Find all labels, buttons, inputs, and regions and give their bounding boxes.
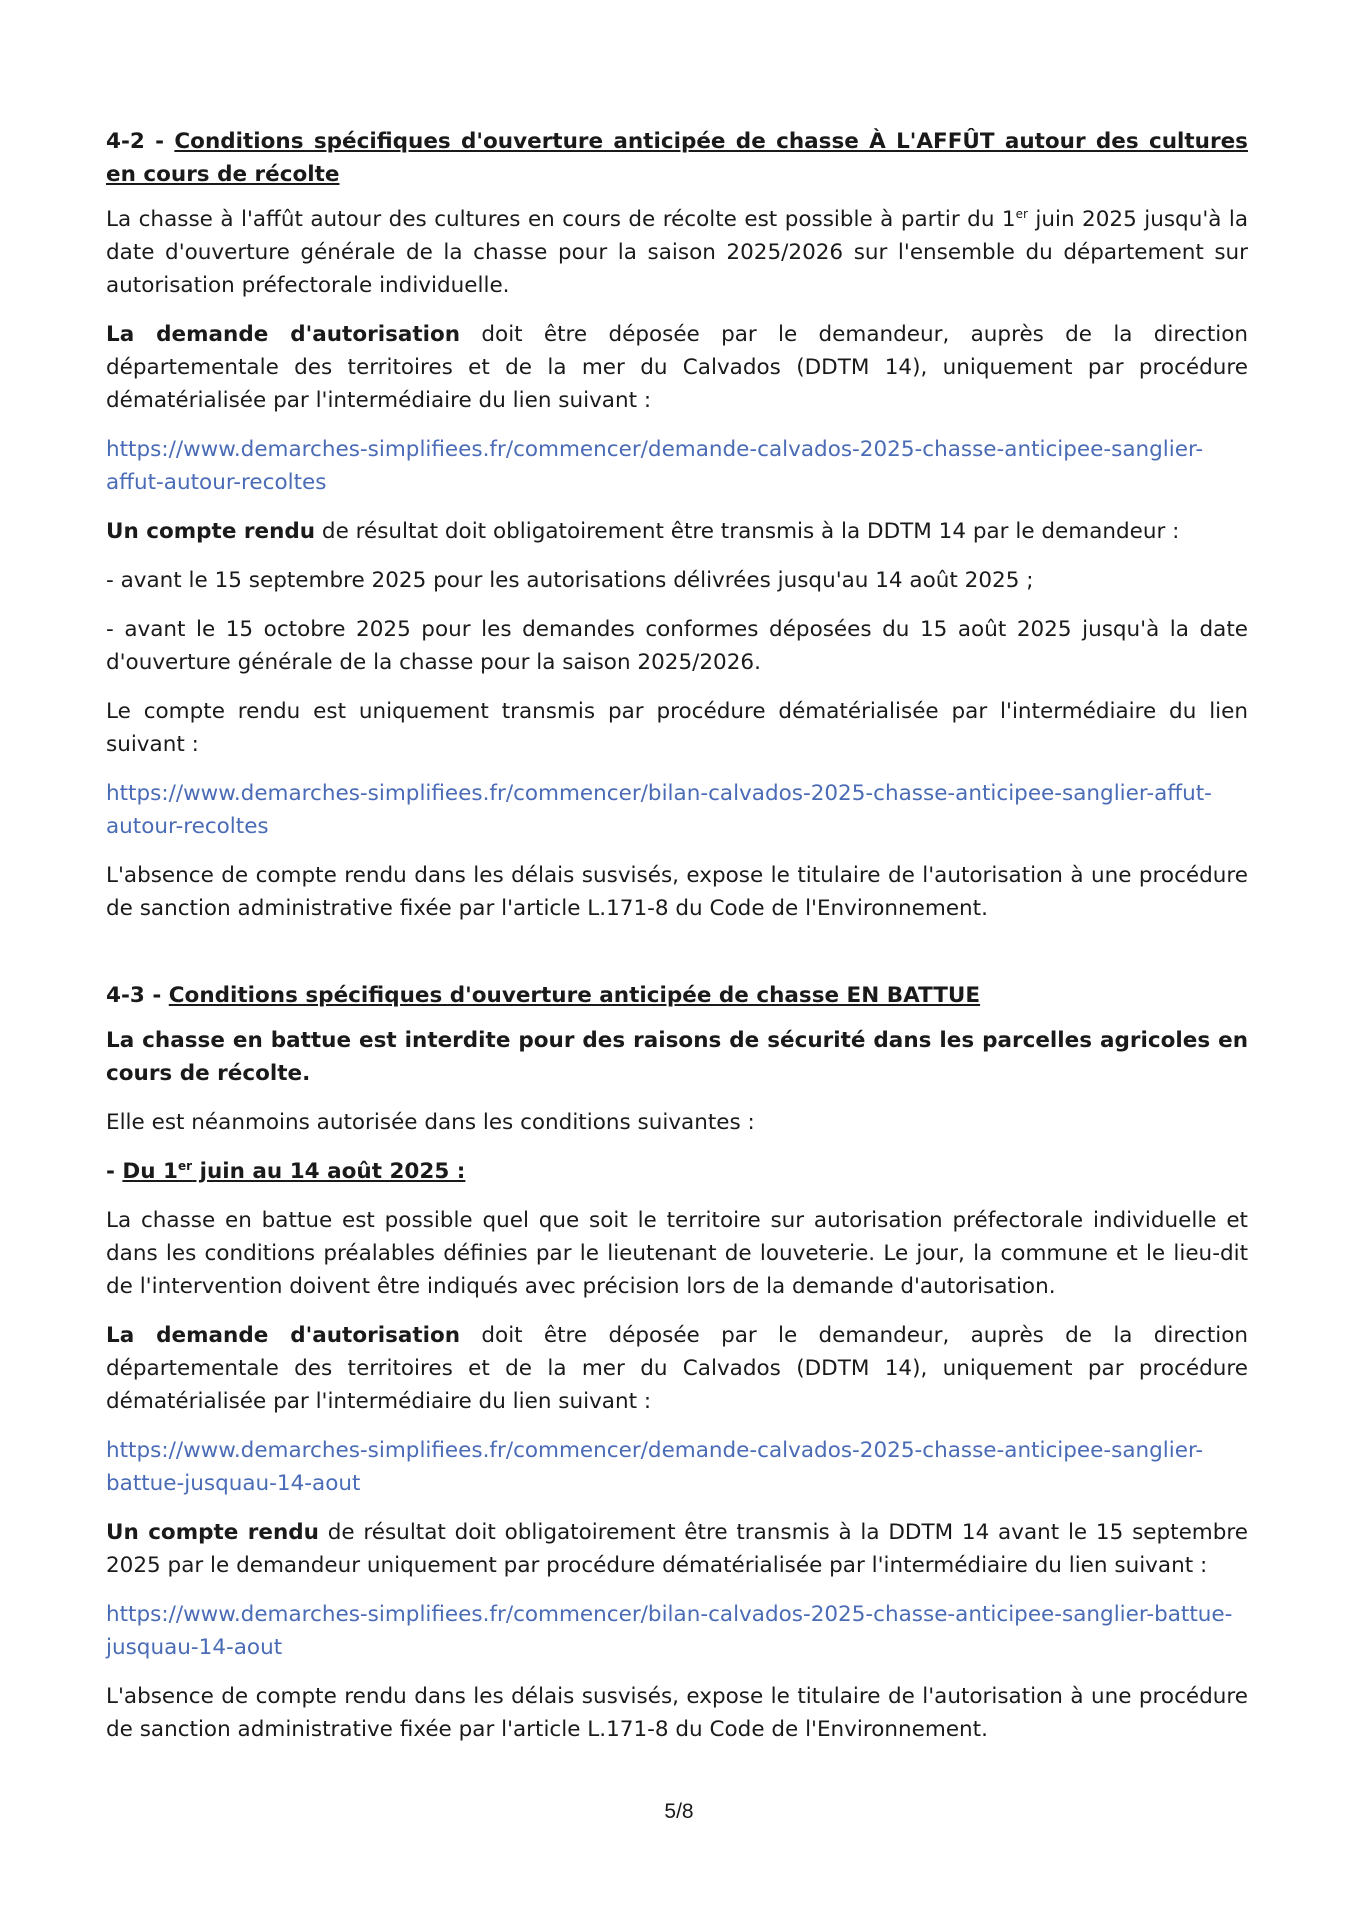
paragraph: La demande d'autorisation doit être déposée par le demandeur, auprès de la direction départementale des territoires et de la mer du Calvados (DDTM 14), uniquement par procédure dématérialisée par l'intermédiaire du lien suivant :	[106, 322, 1248, 413]
page-number: 5/8	[664, 1800, 694, 1823]
section-4-2-title: Conditions spécifiques d'ouverture anticipée de chasse À L'AFFÛT autour des cultures en cours de récolte	[106, 129, 1248, 187]
paragraph: Un compte rendu de résultat doit obligatoirement être transmis à la DDTM 14 avant le 15 septembre 2025 par le demandeur uniquement par procédure dématérialisée par l'intermédiaire du lien suivant :	[106, 1520, 1248, 1578]
link-demande-affut[interactable]: https://www.demarches-simplifiees.fr/commencer/demande-calvados-2025-chasse-anticipee-sanglier-affut-autour-recoltes	[106, 437, 1204, 495]
section-4-2-number: 4-2 -	[106, 129, 165, 154]
paragraph: Le compte rendu est uniquement transmis par procédure dématérialisée par l'intermédiaire du lien suivant :	[106, 699, 1248, 757]
page-content	[106, 125, 1248, 1762]
link-bilan-battue[interactable]: https://www.demarches-simplifiees.fr/commencer/bilan-calvados-2025-chasse-anticipee-sanglier-battue-jusquau-14-aout	[106, 1602, 1233, 1660]
link-bilan-affut[interactable]: https://www.demarches-simplifiees.fr/commencer/bilan-calvados-2025-chasse-anticipee-sanglier-affut-autour-recoltes	[106, 781, 1212, 839]
paragraph-bold: La chasse en battue est interdite pour des raisons de sécurité dans les parcelles agricoles en cours de récolte.	[106, 1028, 1248, 1086]
paragraph: L'absence de compte rendu dans les délais susvisés, expose le titulaire de l'autorisation à une procédure de sanction administrative fixée par l'article L.171-8 du Code de l'Environnement.	[106, 863, 1248, 921]
section-4-2-heading	[106, 125, 1248, 191]
section-4-3-heading	[106, 979, 1248, 1012]
paragraph: La chasse en battue est possible quel que soit le territoire sur autorisation préfectorale individuelle et dans les conditions préalables définies par le lieutenant de louveterie. Le jour, la commune et le lieu-dit de l'intervention doivent être indiqués avec précision lors de la demande d'autorisation.	[106, 1208, 1248, 1299]
paragraph: La demande d'autorisation doit être déposée par le demandeur, auprès de la direction départementale des territoires et de la mer du Calvados (DDTM 14), uniquement par procédure dématérialisée par l'intermédiaire du lien suivant :	[106, 1323, 1248, 1414]
paragraph: Un compte rendu de résultat doit obligatoirement être transmis à la DDTM 14 par le demandeur :	[106, 519, 1180, 544]
paragraph: L'absence de compte rendu dans les délais susvisés, expose le titulaire de l'autorisation à une procédure de sanction administrative fixée par l'article L.171-8 du Code de l'Environnement.	[106, 1684, 1248, 1742]
section-4-3-title: Conditions spécifiques d'ouverture anticipée de chasse EN BATTUE	[168, 983, 981, 1008]
subheading-date-range: - Du 1er juin au 14 août 2025 :	[106, 1158, 466, 1184]
paragraph: Elle est néanmoins autorisée dans les conditions suivantes :	[106, 1110, 755, 1135]
section-spacer	[106, 941, 1248, 979]
link-demande-battue[interactable]: https://www.demarches-simplifiees.fr/commencer/demande-calvados-2025-chasse-anticipee-sanglier-battue-jusquau-14-aout	[106, 1438, 1204, 1496]
list-item: - avant le 15 septembre 2025 pour les autorisations délivrées jusqu'au 14 août 2025 ;	[106, 568, 1034, 593]
section-4-3-number: 4-3 -	[106, 983, 162, 1008]
paragraph: La chasse à l'affût autour des cultures en cours de récolte est possible à partir du 1er juin 2025 jusqu'à la date d'ouverture générale de la chasse pour la saison 2025/2026 sur l'ensemble du département sur autorisation préfectorale individuelle.	[106, 206, 1249, 298]
list-item: - avant le 15 octobre 2025 pour les demandes conformes déposées du 15 août 2025 jusqu'à la date d'ouverture générale de la chasse pour la saison 2025/2026.	[106, 617, 1248, 675]
